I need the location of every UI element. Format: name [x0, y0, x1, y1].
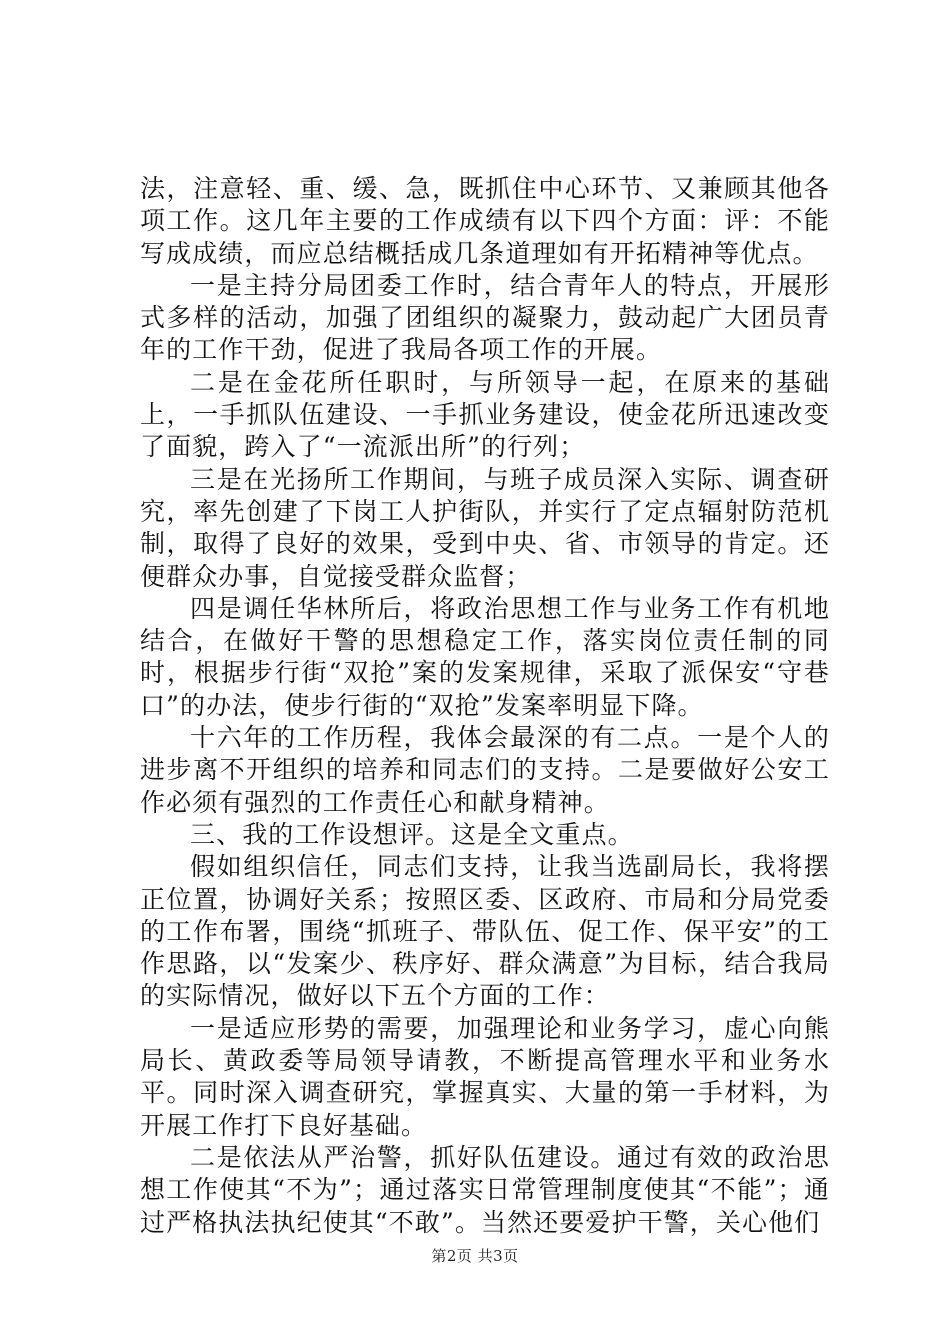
- paragraph-3: 二是在金花所任职时，与所领导一起，在原来的基础上，一手抓队伍建设、一手抓业务建设，使金花所迅速改变了面貌，跨入了“一流派出所”的行列；: [140, 367, 830, 462]
- section-heading: 三、我的工作设想评。这是全文重点。: [190, 819, 634, 849]
- paragraph-4: 三是在光扬所工作期间，与班子成员深入实际、调查研究，率先创建了下岗工人护街队，并实行了定点辐射防范机制，取得了良好的效果，受到中央、省、市领导的肯定。还便群众办事，自觉接受群众监督；: [140, 464, 830, 591]
- paragraph-5: 四是调任华林所后，将政治思想工作与业务工作有机地结合，在做好干警的思想稳定工作，落实岗位责任制的同时，根据步行街“双抢”案的发案规律，采取了派保安“守巷口”的办法，使步行街的“双抢”发案率明显下降。: [140, 593, 830, 720]
- document-body: [140, 173, 830, 1239]
- paragraph-9: 一是适应形势的需要，加强理论和业务学习，虚心向熊局长、黄政委等局领导请教，不断提高管理水平和业务水平。同时深入调查研究，掌握真实、大量的第一手材料，为开展工作打下良好基础。: [140, 1013, 830, 1140]
- paragraph-8: 假如组织信任，同志们支持，让我当选副局长，我将摆正位置，协调好关系；按照区委、区政府、市局和分局党委的工作布署，围绕“抓班子、带队伍、促工作、保平安”的工作思路，以“发案少、秩序好、群众满意”为目标，结合我局的实际情况，做好以下五个方面的工作：: [140, 852, 830, 1011]
- paragraph-1: 法，注意轻、重、缓、急，既抓住中心环节、又兼顾其他各项工作。这几年主要的工作成绩有以下四个方面：评：不能写成成绩，而应总结概括成几条道理如有开拓精神等优点。: [140, 174, 830, 268]
- paragraph-10: 二是依法从严治警，抓好队伍建设。通过有效的政治思想工作使其“不为”；通过落实日常管理制度使其“不能”；通过严格执法执纪使其“不敢”。当然还要爱护干警，关心他们: [140, 1142, 830, 1237]
- paragraph-6: 十六年的工作历程，我体会最深的有二点。一是个人的进步离不开组织的培养和同志们的支持。二是要做好公安工作必须有强烈的工作责任心和献身精神。: [140, 723, 830, 817]
- paragraph-2: 一是主持分局团委工作时，结合青年人的特点，开展形式多样的活动，加强了团组织的凝聚力，鼓动起广大团员青年的工作干劲，促进了我局各项工作的开展。: [140, 270, 830, 365]
- page-number-footer: 第2页 共3页: [431, 1247, 519, 1265]
